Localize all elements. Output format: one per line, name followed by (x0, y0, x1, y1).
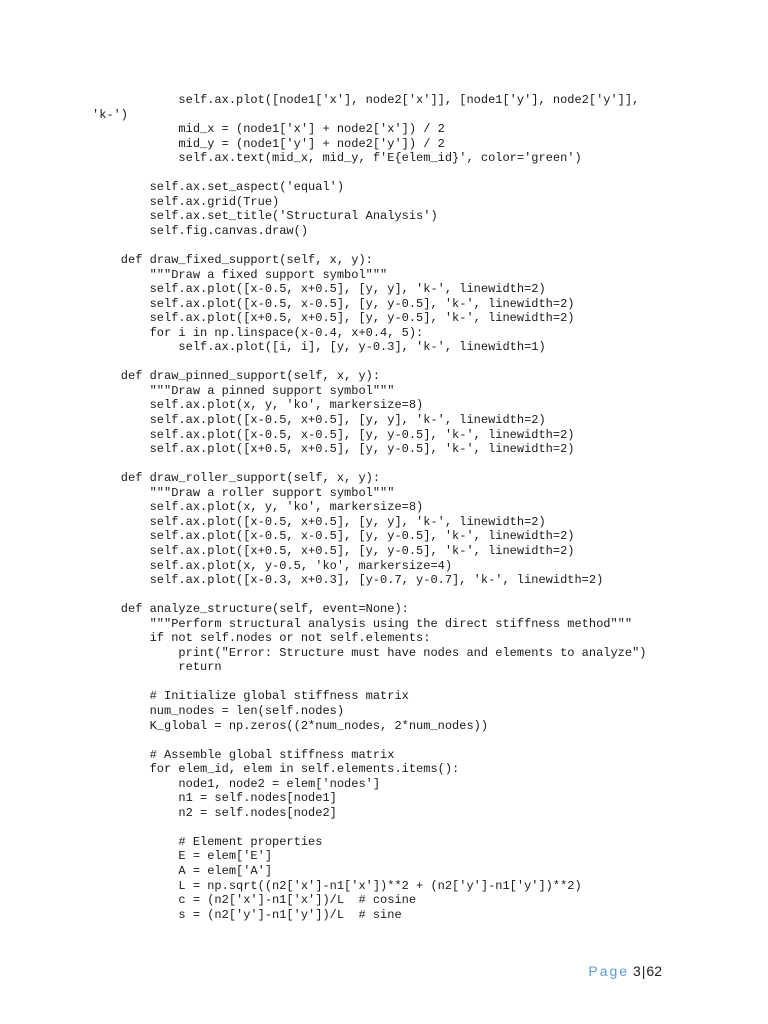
code-line: L = np.sqrt((n2['x']-n1['x'])**2 + (n2['y']-n1['y'])**2) (92, 878, 582, 893)
code-line: self.ax.grid(True) (92, 194, 280, 209)
code-line: return (92, 660, 222, 675)
code-line: num_nodes = len(self.nodes) (92, 703, 345, 718)
code-line (92, 238, 732, 253)
code-line (92, 675, 732, 690)
code-line: """Draw a roller support symbol""" (92, 485, 395, 500)
code-line: self.ax.plot([x+0.5, x+0.5], [y, y-0.5], 'k-', linewidth=2) (92, 543, 575, 558)
code-line: self.ax.plot([x+0.5, x+0.5], [y, y-0.5], 'k-', linewidth=2) (92, 442, 575, 457)
code-line: for elem_id, elem in self.elements.items(): (92, 762, 460, 777)
code-line: self.ax.text(mid_x, mid_y, f'E{elem_id}', color='green') (92, 151, 582, 166)
code-line: self.ax.plot([x-0.5, x-0.5], [y, y-0.5], 'k-', linewidth=2) (92, 427, 575, 442)
code-line: n1 = self.nodes[node1] (92, 791, 337, 806)
code-line: """Draw a fixed support symbol""" (92, 267, 388, 282)
code-line: self.ax.set_title('Structural Analysis') (92, 209, 438, 224)
code-line: self.ax.plot(x, y, 'ko', markersize=8) (92, 500, 424, 515)
page-number: 3 (632, 963, 641, 979)
code-line: self.ax.plot([x-0.5, x-0.5], [y, y-0.5], 'k-', linewidth=2) (92, 296, 575, 311)
code-line: """Perform structural analysis using the direct stiffness method""" (92, 616, 633, 631)
code-line (92, 733, 732, 748)
code-line: def draw_pinned_support(self, x, y): (92, 369, 381, 384)
code-line: def analyze_structure(self, event=None): (92, 602, 409, 617)
code-line: c = (n2['x']-n1['x'])/L # cosine (92, 893, 417, 908)
code-line: self.ax.set_aspect('equal') (92, 180, 345, 195)
code-line: """Draw a pinned support symbol""" (92, 383, 395, 398)
code-line: self.ax.plot(x, y-0.5, 'ko', markersize=4) (92, 558, 453, 573)
code-line: self.ax.plot([x-0.5, x+0.5], [y, y], 'k-', linewidth=2) (92, 413, 546, 428)
page-footer (588, 963, 662, 979)
code-line: K_global = np.zeros((2*num_nodes, 2*num_nodes)) (92, 718, 489, 733)
code-line: self.ax.plot([x-0.3, x+0.3], [y-0.7, y-0.7], 'k-', linewidth=2) (92, 573, 604, 588)
code-line: for i in np.linspace(x-0.4, x+0.4, 5): (92, 325, 424, 340)
code-line: self.ax.plot(x, y, 'ko', markersize=8) (92, 398, 424, 413)
code-line: if not self.nodes or not self.elements: (92, 631, 431, 646)
code-line: def draw_fixed_support(self, x, y): (92, 253, 373, 268)
code-line (92, 355, 732, 370)
code-line: mid_y = (node1['y'] + node2['y']) / 2 (92, 136, 445, 151)
page-separator: | (641, 963, 646, 979)
code-line: 'k-') (92, 107, 129, 122)
code-line (92, 166, 732, 181)
code-line: print("Error: Structure must have nodes and elements to analyze") (92, 645, 647, 660)
code-line: node1, node2 = elem['nodes'] (92, 776, 381, 791)
code-line: A = elem['A'] (92, 863, 273, 878)
code-line: # Element properties (92, 834, 323, 849)
code-line: self.ax.plot([x-0.5, x+0.5], [y, y], 'k-', linewidth=2) (92, 282, 546, 297)
code-line: E = elem['E'] (92, 849, 273, 864)
code-line: self.ax.plot([x-0.5, x-0.5], [y, y-0.5], 'k-', linewidth=2) (92, 529, 575, 544)
code-line: self.ax.plot([x+0.5, x+0.5], [y, y-0.5], 'k-', linewidth=2) (92, 311, 575, 326)
code-line (92, 820, 732, 835)
code-line: n2 = self.nodes[node2] (92, 805, 337, 820)
code-line: self.fig.canvas.draw() (92, 223, 309, 238)
page-label: Page (588, 963, 630, 979)
code-line: # Assemble global stiffness matrix (92, 747, 395, 762)
code-line: def draw_roller_support(self, x, y): (92, 471, 381, 486)
code-line: self.ax.plot([x-0.5, x+0.5], [y, y], 'k-', linewidth=2) (92, 514, 546, 529)
code-line: # Initialize global stiffness matrix (92, 689, 409, 704)
code-line: self.ax.plot([node1['x'], node2['x']], [node1['y'], node2['y']], (92, 93, 640, 107)
code-line: self.ax.plot([i, i], [y, y-0.3], 'k-', linewidth=1) (92, 340, 546, 355)
code-line (92, 588, 732, 603)
code-line (92, 457, 732, 472)
code-line: s = (n2['y']-n1['y'])/L # sine (92, 907, 402, 922)
code-line: mid_x = (node1['x'] + node2['x']) / 2 (92, 122, 445, 137)
total-pages: 62 (646, 963, 662, 979)
code-block (92, 93, 732, 922)
